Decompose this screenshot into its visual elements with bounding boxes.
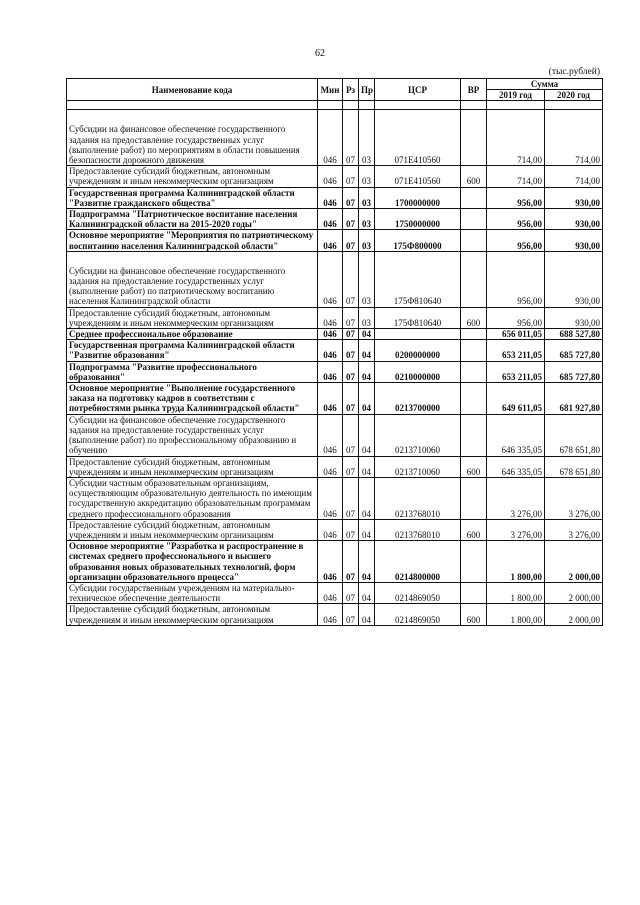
row-vr xyxy=(461,329,487,340)
row-min: 046 xyxy=(318,307,343,328)
row-amount-2020: 2 000,00 xyxy=(545,582,603,603)
row-csr: 175Ф810640 xyxy=(375,307,461,328)
row-min: 046 xyxy=(318,110,343,166)
header-name: Наименование кода xyxy=(67,79,318,101)
table-row xyxy=(67,340,603,361)
header-2020: 2020 год xyxy=(545,90,603,101)
row-min: 046 xyxy=(318,329,343,340)
header-row xyxy=(67,79,603,90)
row-name: Субсидии на финансовое обеспечение государственного задания на предоставление государственных услуг (выполнение работ) по профессиональному образованию и обучению xyxy=(67,414,318,456)
header-sum: Сумма xyxy=(487,79,603,90)
row-name: Основное мероприятие "Выполнение государственного заказа на подготовку кадров в соответствии с потребностями рынка труда Калининградской области" xyxy=(67,383,318,415)
row-min: 046 xyxy=(318,477,343,519)
row-rz: 07 xyxy=(343,477,359,519)
row-amount-2019: 956,00 xyxy=(487,230,545,251)
row-vr xyxy=(461,361,487,382)
row-amount-2020: 930,00 xyxy=(545,230,603,251)
table-row xyxy=(67,582,603,603)
budget-table xyxy=(66,78,603,626)
row-vr xyxy=(461,541,487,583)
row-csr: 0213768010 xyxy=(375,519,461,540)
row-vr xyxy=(461,209,487,230)
row-csr: 071Е410560 xyxy=(375,166,461,187)
row-rz: 07 xyxy=(343,361,359,382)
row-csr: 0213700000 xyxy=(375,383,461,415)
row-min: 046 xyxy=(318,187,343,208)
table-row xyxy=(67,604,603,625)
row-name: Предоставление субсидий бюджетным, автономным учреждениям и иным некоммерческим организациям xyxy=(67,166,318,187)
row-name: Подпрограмма "Патриотическое воспитание населения Калининградской области на 2015-2020 годы" xyxy=(67,209,318,230)
row-pr: 03 xyxy=(359,307,375,328)
row-csr: 175Ф800000 xyxy=(375,230,461,251)
row-amount-2019: 646 335,05 xyxy=(487,414,545,456)
row-amount-2019: 656 011,05 xyxy=(487,329,545,340)
row-rz: 07 xyxy=(343,187,359,208)
row-rz: 07 xyxy=(343,307,359,328)
row-rz: 07 xyxy=(343,329,359,340)
row-min: 046 xyxy=(318,541,343,583)
row-name: Предоставление субсидий бюджетным, автономным учреждениям и иным некоммерческим организациям xyxy=(67,307,318,328)
row-min: 046 xyxy=(318,383,343,415)
row-vr: 600 xyxy=(461,456,487,477)
row-min: 046 xyxy=(318,251,343,307)
units-note: (тыс.рублей) xyxy=(548,67,600,77)
row-pr: 03 xyxy=(359,187,375,208)
row-amount-2020: 3 276,00 xyxy=(545,519,603,540)
table-row xyxy=(67,519,603,540)
row-min: 046 xyxy=(318,209,343,230)
spacer-row xyxy=(67,101,603,110)
row-pr: 03 xyxy=(359,166,375,187)
row-name: Подпрограмма "Развитие профессионального образования" xyxy=(67,361,318,382)
row-pr: 03 xyxy=(359,230,375,251)
row-pr: 04 xyxy=(359,456,375,477)
row-rz: 07 xyxy=(343,519,359,540)
table-row xyxy=(67,541,603,583)
row-amount-2019: 646 335,05 xyxy=(487,456,545,477)
row-pr: 04 xyxy=(359,477,375,519)
row-vr xyxy=(461,477,487,519)
table-row xyxy=(67,307,603,328)
row-min: 046 xyxy=(318,456,343,477)
row-amount-2020: 930,00 xyxy=(545,251,603,307)
row-min: 046 xyxy=(318,414,343,456)
row-amount-2019: 1 800,00 xyxy=(487,541,545,583)
table-row xyxy=(67,414,603,456)
row-rz: 07 xyxy=(343,209,359,230)
row-min: 046 xyxy=(318,519,343,540)
row-min: 046 xyxy=(318,166,343,187)
row-csr: 175Ф810640 xyxy=(375,251,461,307)
row-amount-2019: 714,00 xyxy=(487,166,545,187)
row-csr: 0214869050 xyxy=(375,582,461,603)
row-amount-2020: 2 000,00 xyxy=(545,604,603,625)
row-amount-2019: 653 211,05 xyxy=(487,340,545,361)
row-csr: 071Е410560 xyxy=(375,110,461,166)
row-name: Субсидии на финансовое обеспечение государственного задания на предоставление государственных услуг (выполнение работ) по патриотическому воспитанию населения Калининградской области xyxy=(67,251,318,307)
row-vr xyxy=(461,582,487,603)
row-amount-2019: 3 276,00 xyxy=(487,519,545,540)
row-amount-2020: 688 527,80 xyxy=(545,329,603,340)
row-amount-2020: 930,00 xyxy=(545,187,603,208)
row-min: 046 xyxy=(318,230,343,251)
row-csr: 0214869050 xyxy=(375,604,461,625)
row-rz: 07 xyxy=(343,166,359,187)
row-vr xyxy=(461,110,487,166)
row-name: Предоставление субсидий бюджетным, автономным учреждениям и иным некоммерческим организациям xyxy=(67,456,318,477)
row-name: Основное мероприятие "Мероприятия по патриотическому воспитанию населения Калининградской области" xyxy=(67,230,318,251)
row-pr: 04 xyxy=(359,582,375,603)
table-row xyxy=(67,209,603,230)
row-pr: 03 xyxy=(359,110,375,166)
row-rz: 07 xyxy=(343,340,359,361)
row-amount-2020: 930,00 xyxy=(545,209,603,230)
row-amount-2020: 714,00 xyxy=(545,166,603,187)
table-row xyxy=(67,187,603,208)
row-pr: 04 xyxy=(359,604,375,625)
row-amount-2019: 1 800,00 xyxy=(487,604,545,625)
row-amount-2019: 956,00 xyxy=(487,187,545,208)
row-name: Среднее профессиональное образование xyxy=(67,329,318,340)
row-csr: 1700000000 xyxy=(375,187,461,208)
row-csr: 0214800000 xyxy=(375,541,461,583)
row-amount-2020: 714,00 xyxy=(545,110,603,166)
row-name: Государственная программа Калининградской области "Развитие образования" xyxy=(67,340,318,361)
row-pr: 03 xyxy=(359,209,375,230)
header-min: Мин xyxy=(318,79,343,101)
row-rz: 07 xyxy=(343,110,359,166)
row-csr: 0210000000 xyxy=(375,361,461,382)
page-number: 62 xyxy=(315,48,325,59)
row-pr: 04 xyxy=(359,519,375,540)
row-vr xyxy=(461,340,487,361)
row-amount-2020: 678 651,80 xyxy=(545,456,603,477)
row-amount-2019: 649 611,05 xyxy=(487,383,545,415)
table-row xyxy=(67,230,603,251)
row-csr xyxy=(375,329,461,340)
row-rz: 07 xyxy=(343,383,359,415)
row-vr: 600 xyxy=(461,166,487,187)
row-name: Субсидии на финансовое обеспечение государственного задания на предоставление государственных услуг (выполнение работ) по мероприятиям в области повышения безопасности дорожного движения xyxy=(67,110,318,166)
row-amount-2019: 956,00 xyxy=(487,209,545,230)
row-rz: 07 xyxy=(343,604,359,625)
row-vr xyxy=(461,414,487,456)
row-name: Основное мероприятие "Разработка и распространение в системах среднего профессионального и высшего образования новых образовательных технологий, форм организации образовательного процесса" xyxy=(67,541,318,583)
row-amount-2020: 3 276,00 xyxy=(545,477,603,519)
table-row xyxy=(67,110,603,166)
row-csr: 0213710060 xyxy=(375,414,461,456)
row-min: 046 xyxy=(318,582,343,603)
row-vr: 600 xyxy=(461,604,487,625)
table-row xyxy=(67,251,603,307)
row-amount-2019: 714,00 xyxy=(487,110,545,166)
table-row xyxy=(67,456,603,477)
row-csr: 0213710060 xyxy=(375,456,461,477)
row-pr: 04 xyxy=(359,329,375,340)
row-csr: 1750000000 xyxy=(375,209,461,230)
row-name: Предоставление субсидий бюджетным, автономным учреждениям и иным некоммерческим организациям xyxy=(67,519,318,540)
row-csr: 0213768010 xyxy=(375,477,461,519)
row-rz: 07 xyxy=(343,414,359,456)
row-pr: 04 xyxy=(359,541,375,583)
table-row xyxy=(67,329,603,340)
row-pr: 03 xyxy=(359,251,375,307)
row-rz: 07 xyxy=(343,456,359,477)
row-vr: 600 xyxy=(461,519,487,540)
row-min: 046 xyxy=(318,604,343,625)
row-vr: 600 xyxy=(461,307,487,328)
row-amount-2020: 2 000,00 xyxy=(545,541,603,583)
row-amount-2020: 685 727,80 xyxy=(545,340,603,361)
row-min: 046 xyxy=(318,340,343,361)
table-body xyxy=(67,101,603,625)
row-name: Предоставление субсидий бюджетным, автономным учреждениям и иным некоммерческим организациям xyxy=(67,604,318,625)
row-name: Государственная программа Калининградской области "Развитие гражданского общества" xyxy=(67,187,318,208)
row-rz: 07 xyxy=(343,251,359,307)
row-vr xyxy=(461,251,487,307)
row-csr: 0200000000 xyxy=(375,340,461,361)
table-row xyxy=(67,383,603,415)
row-amount-2019: 956,00 xyxy=(487,307,545,328)
row-amount-2020: 681 927,80 xyxy=(545,383,603,415)
table-row xyxy=(67,361,603,382)
row-rz: 07 xyxy=(343,230,359,251)
row-pr: 04 xyxy=(359,414,375,456)
row-rz: 07 xyxy=(343,541,359,583)
row-rz: 07 xyxy=(343,582,359,603)
row-amount-2020: 678 651,80 xyxy=(545,414,603,456)
row-pr: 04 xyxy=(359,340,375,361)
header-csr: ЦСР xyxy=(375,79,461,101)
table-row xyxy=(67,477,603,519)
header-pr: Пр xyxy=(359,79,375,101)
row-amount-2020: 685 727,80 xyxy=(545,361,603,382)
table-row xyxy=(67,166,603,187)
row-amount-2019: 653 211,05 xyxy=(487,361,545,382)
row-name: Субсидии государственным учреждениям на материально-техническое обеспечение деятельности xyxy=(67,582,318,603)
row-pr: 04 xyxy=(359,383,375,415)
header-rz: Рз xyxy=(343,79,359,101)
row-name: Субсидии частным образовательным организациям, осуществляющим образовательную деятельность по имеющим государственную аккредитацию образовательным программам среднего профессионального образования xyxy=(67,477,318,519)
row-pr: 04 xyxy=(359,361,375,382)
row-vr xyxy=(461,383,487,415)
header-vr: ВР xyxy=(461,79,487,101)
header-2019: 2019 год xyxy=(487,90,545,101)
row-amount-2020: 930,00 xyxy=(545,307,603,328)
row-min: 046 xyxy=(318,361,343,382)
row-vr xyxy=(461,230,487,251)
row-amount-2019: 956,00 xyxy=(487,251,545,307)
row-vr xyxy=(461,187,487,208)
row-amount-2019: 3 276,00 xyxy=(487,477,545,519)
row-amount-2019: 1 800,00 xyxy=(487,582,545,603)
